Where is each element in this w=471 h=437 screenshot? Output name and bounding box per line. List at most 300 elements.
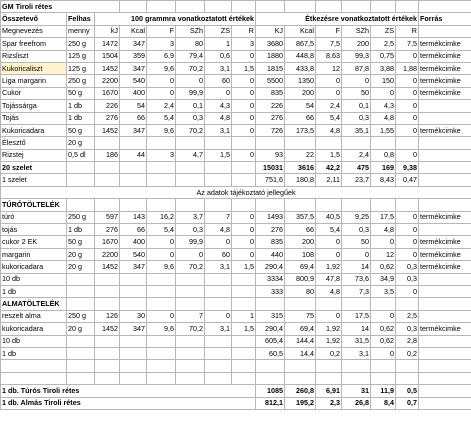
- table-cell[interactable]: 276: [256, 224, 285, 236]
- table-cell[interactable]: 0,3: [176, 224, 205, 236]
- table-cell[interactable]: [67, 360, 95, 372]
- table-cell[interactable]: [205, 285, 232, 297]
- table-cell[interactable]: Kcal: [285, 25, 316, 37]
- table-cell[interactable]: túró: [1, 211, 67, 223]
- table-cell[interactable]: 250 g: [67, 38, 95, 50]
- table-cell[interactable]: 448,8: [285, 50, 316, 62]
- table-cell[interactable]: termékcimke: [419, 87, 471, 99]
- table-cell[interactable]: [316, 137, 342, 149]
- table-cell[interactable]: [232, 199, 256, 211]
- table-cell[interactable]: 200: [285, 236, 316, 248]
- table-cell[interactable]: 0: [396, 149, 419, 161]
- table-cell[interactable]: GM Tiroli rétes: [1, 1, 120, 13]
- table-cell[interactable]: termékcimke: [419, 75, 471, 87]
- table-cell[interactable]: [396, 298, 419, 310]
- table-cell[interactable]: 0: [316, 248, 342, 260]
- table-cell[interactable]: [419, 137, 471, 149]
- table-cell[interactable]: [147, 1, 176, 13]
- table-cell[interactable]: [176, 335, 205, 347]
- table-cell[interactable]: [67, 298, 95, 310]
- table-cell[interactable]: 0: [232, 75, 256, 87]
- table-cell[interactable]: 1 db: [1, 347, 67, 359]
- table-cell[interactable]: 8,43: [371, 174, 396, 186]
- table-cell[interactable]: [396, 199, 419, 211]
- table-cell[interactable]: 11,9: [371, 385, 396, 397]
- table-cell[interactable]: [256, 372, 285, 384]
- table-cell[interactable]: [285, 1, 316, 13]
- table-cell[interactable]: 260,8: [285, 385, 316, 397]
- table-cell[interactable]: Megnevezés: [1, 25, 67, 37]
- table-cell[interactable]: 0: [232, 124, 256, 136]
- table-cell[interactable]: kukoricadara: [1, 323, 67, 335]
- table-cell[interactable]: [205, 372, 232, 384]
- table-cell[interactable]: [232, 273, 256, 285]
- table-cell[interactable]: 20 szelet: [1, 162, 67, 174]
- table-cell[interactable]: 2,4: [342, 149, 371, 161]
- table-cell[interactable]: 180,8: [285, 174, 316, 186]
- table-cell[interactable]: 44: [120, 149, 147, 161]
- table-cell[interactable]: 5,4: [316, 112, 342, 124]
- table-cell[interactable]: 0: [232, 236, 256, 248]
- table-cell[interactable]: 3: [232, 38, 256, 50]
- table-cell[interactable]: 9,6: [147, 261, 176, 273]
- table-cell[interactable]: 226: [95, 100, 120, 112]
- table-cell[interactable]: 0: [371, 87, 396, 99]
- table-cell[interactable]: 1 db: [67, 100, 95, 112]
- table-cell[interactable]: 7: [205, 211, 232, 223]
- table-cell[interactable]: 0: [396, 112, 419, 124]
- table-cell[interactable]: [371, 199, 396, 211]
- table-cell[interactable]: 0: [232, 149, 256, 161]
- table-cell[interactable]: 433,8: [285, 62, 316, 74]
- table-cell[interactable]: 1 db. Almás Tiroli rétes: [1, 397, 256, 409]
- table-cell[interactable]: termékcimke: [419, 236, 471, 248]
- table-cell[interactable]: [147, 298, 176, 310]
- table-cell[interactable]: 597: [95, 211, 120, 223]
- table-cell[interactable]: 31: [342, 385, 371, 397]
- table-cell[interactable]: [342, 137, 371, 149]
- table-cell[interactable]: 69,4: [285, 323, 316, 335]
- table-cell[interactable]: [205, 199, 232, 211]
- table-cell[interactable]: 0: [147, 75, 176, 87]
- table-cell[interactable]: 347: [120, 124, 147, 136]
- table-cell[interactable]: 125 g: [67, 50, 95, 62]
- table-cell[interactable]: [120, 199, 147, 211]
- table-cell[interactable]: 7,5: [396, 38, 419, 50]
- table-cell[interactable]: termékcimke: [419, 323, 471, 335]
- table-cell[interactable]: 726: [256, 124, 285, 136]
- table-cell[interactable]: 1,5: [232, 323, 256, 335]
- table-cell[interactable]: [95, 174, 120, 186]
- table-cell[interactable]: 867,5: [285, 38, 316, 50]
- table-cell[interactable]: 0: [232, 112, 256, 124]
- table-cell[interactable]: 150: [371, 75, 396, 87]
- table-cell[interactable]: 1 db: [1, 285, 67, 297]
- table-cell[interactable]: 2,11: [316, 174, 342, 186]
- table-cell[interactable]: 4,8: [316, 285, 342, 297]
- table-cell[interactable]: [285, 137, 316, 149]
- table-cell[interactable]: [67, 199, 95, 211]
- table-cell[interactable]: [1, 372, 67, 384]
- table-cell[interactable]: [67, 174, 95, 186]
- table-cell[interactable]: [419, 310, 471, 322]
- table-cell[interactable]: 8,63: [316, 50, 342, 62]
- table-cell[interactable]: 290,4: [256, 323, 285, 335]
- table-cell[interactable]: 2,4: [147, 100, 176, 112]
- table-cell[interactable]: reszelt alma: [1, 310, 67, 322]
- table-cell[interactable]: 0,2: [316, 347, 342, 359]
- table-cell[interactable]: [256, 298, 285, 310]
- table-cell[interactable]: [205, 273, 232, 285]
- table-cell[interactable]: cukor 2 EK: [1, 236, 67, 248]
- table-cell[interactable]: 440: [256, 248, 285, 260]
- table-cell[interactable]: 73,6: [342, 273, 371, 285]
- table-cell[interactable]: [176, 1, 205, 13]
- table-cell[interactable]: 99,9: [176, 236, 205, 248]
- table-cell[interactable]: 50: [342, 236, 371, 248]
- table-cell[interactable]: [232, 347, 256, 359]
- table-cell[interactable]: 8,4: [371, 397, 396, 409]
- table-cell[interactable]: Összetevő: [1, 13, 67, 25]
- table-cell[interactable]: [396, 137, 419, 149]
- table-cell[interactable]: [176, 162, 205, 174]
- table-cell[interactable]: 0,5 dl: [67, 149, 95, 161]
- table-cell[interactable]: 540: [120, 248, 147, 260]
- table-cell[interactable]: 50 g: [67, 236, 95, 248]
- table-cell[interactable]: 10 db: [1, 335, 67, 347]
- table-cell[interactable]: [342, 372, 371, 384]
- table-cell[interactable]: 3334: [256, 273, 285, 285]
- table-cell[interactable]: [147, 335, 176, 347]
- table-cell[interactable]: 2200: [95, 248, 120, 260]
- table-cell[interactable]: 0: [232, 248, 256, 260]
- table-cell[interactable]: [342, 199, 371, 211]
- table-cell[interactable]: 3616: [285, 162, 316, 174]
- table-cell[interactable]: [256, 199, 285, 211]
- table-cell[interactable]: margarin: [1, 248, 67, 260]
- table-cell[interactable]: [120, 162, 147, 174]
- table-cell[interactable]: 0: [396, 211, 419, 223]
- table-cell[interactable]: 23,7: [342, 174, 371, 186]
- table-cell[interactable]: 99,9: [176, 87, 205, 99]
- table-cell[interactable]: [205, 137, 232, 149]
- table-cell[interactable]: 0: [232, 224, 256, 236]
- table-cell[interactable]: 1,92: [316, 335, 342, 347]
- table-cell[interactable]: termékcimke: [419, 50, 471, 62]
- table-cell[interactable]: [176, 360, 205, 372]
- table-cell[interactable]: [396, 360, 419, 372]
- table-cell[interactable]: 0: [396, 236, 419, 248]
- table-cell[interactable]: [120, 347, 147, 359]
- table-cell[interactable]: [232, 298, 256, 310]
- table-cell[interactable]: 26,8: [342, 397, 371, 409]
- table-cell[interactable]: termékcimke: [419, 38, 471, 50]
- table-cell[interactable]: 50: [342, 87, 371, 99]
- table-cell[interactable]: Tojássárga: [1, 100, 67, 112]
- table-cell[interactable]: R: [396, 25, 419, 37]
- table-cell[interactable]: 1452: [95, 124, 120, 136]
- table-cell[interactable]: [419, 397, 471, 409]
- table-cell[interactable]: 276: [95, 224, 120, 236]
- table-cell[interactable]: 87,8: [342, 62, 371, 74]
- table-cell[interactable]: termékcimke: [419, 261, 471, 273]
- table-cell[interactable]: 0: [316, 236, 342, 248]
- table-cell[interactable]: [419, 25, 471, 37]
- table-cell[interactable]: 0: [147, 87, 176, 99]
- table-cell[interactable]: ALMATÖLTELÉK: [1, 298, 67, 310]
- table-cell[interactable]: 751,6: [256, 174, 285, 186]
- table-cell[interactable]: 1085: [256, 385, 285, 397]
- table-cell[interactable]: 9,6: [147, 323, 176, 335]
- table-cell[interactable]: 169: [371, 162, 396, 174]
- table-cell[interactable]: 0: [396, 285, 419, 297]
- table-cell[interactable]: 6,9: [147, 50, 176, 62]
- table-cell[interactable]: [205, 298, 232, 310]
- table-cell[interactable]: 70,2: [176, 323, 205, 335]
- table-cell[interactable]: [120, 298, 147, 310]
- table-cell[interactable]: Forrás: [419, 13, 471, 25]
- table-cell[interactable]: 0,8: [371, 149, 396, 161]
- table-cell[interactable]: termékcimke: [419, 211, 471, 223]
- table-cell[interactable]: Kukoricadara: [1, 124, 67, 136]
- table-cell[interactable]: 3: [147, 38, 176, 50]
- table-cell[interactable]: [67, 273, 95, 285]
- table-cell[interactable]: Liga margarin: [1, 75, 67, 87]
- table-cell[interactable]: 0: [371, 236, 396, 248]
- table-cell[interactable]: [371, 298, 396, 310]
- table-cell[interactable]: 1452: [95, 62, 120, 74]
- table-cell[interactable]: 400: [120, 87, 147, 99]
- table-cell[interactable]: 7,3: [342, 285, 371, 297]
- table-cell[interactable]: 0: [396, 100, 419, 112]
- table-cell[interactable]: [256, 137, 285, 149]
- table-cell[interactable]: [285, 360, 316, 372]
- table-cell[interactable]: 3680: [256, 38, 285, 50]
- table-cell[interactable]: 1,5: [232, 261, 256, 273]
- table-cell[interactable]: 0: [396, 224, 419, 236]
- table-cell[interactable]: [205, 162, 232, 174]
- table-cell[interactable]: 3,1: [205, 62, 232, 74]
- table-cell[interactable]: [419, 372, 471, 384]
- table-cell[interactable]: 1,5: [232, 62, 256, 74]
- table-cell[interactable]: 0,5: [396, 385, 419, 397]
- table-cell[interactable]: 50 g: [67, 87, 95, 99]
- table-cell[interactable]: [176, 285, 205, 297]
- table-cell[interactable]: 1,5: [316, 149, 342, 161]
- table-cell[interactable]: 1815: [256, 62, 285, 74]
- table-cell[interactable]: 357,5: [285, 211, 316, 223]
- table-cell[interactable]: 2,3: [316, 397, 342, 409]
- table-cell[interactable]: 0: [205, 236, 232, 248]
- table-cell[interactable]: [232, 1, 256, 13]
- table-cell[interactable]: TÚRÓTÖLTELÉK: [1, 199, 67, 211]
- table-cell[interactable]: [176, 273, 205, 285]
- table-cell[interactable]: [120, 335, 147, 347]
- table-cell[interactable]: 93: [256, 149, 285, 161]
- table-cell[interactable]: [67, 335, 95, 347]
- table-cell[interactable]: [419, 385, 471, 397]
- table-cell[interactable]: [419, 149, 471, 161]
- table-cell[interactable]: Élesztő: [1, 137, 67, 149]
- table-cell[interactable]: 0: [176, 75, 205, 87]
- table-cell[interactable]: 60: [205, 75, 232, 87]
- table-cell[interactable]: [419, 199, 471, 211]
- table-cell[interactable]: [147, 199, 176, 211]
- table-cell[interactable]: 17,5: [371, 211, 396, 223]
- table-cell[interactable]: 60,5: [256, 347, 285, 359]
- table-cell[interactable]: Rizstej: [1, 149, 67, 161]
- table-cell[interactable]: termékcimke: [419, 62, 471, 74]
- table-cell[interactable]: Cukor: [1, 87, 67, 99]
- table-cell[interactable]: menny: [67, 25, 95, 37]
- table-cell[interactable]: 7: [176, 310, 205, 322]
- table-cell[interactable]: [176, 199, 205, 211]
- table-cell[interactable]: 0: [316, 75, 342, 87]
- table-cell[interactable]: 0: [342, 248, 371, 260]
- table-cell[interactable]: [419, 174, 471, 186]
- table-cell[interactable]: 276: [95, 112, 120, 124]
- table-cell[interactable]: 4,8: [205, 112, 232, 124]
- table-cell[interactable]: F: [147, 25, 176, 37]
- table-cell[interactable]: [120, 285, 147, 297]
- table-cell[interactable]: 0: [371, 347, 396, 359]
- table-cell[interactable]: 1350: [285, 75, 316, 87]
- table-cell[interactable]: [147, 360, 176, 372]
- table-cell[interactable]: 1472: [95, 38, 120, 50]
- table-cell[interactable]: [371, 360, 396, 372]
- table-cell[interactable]: [95, 372, 120, 384]
- table-cell[interactable]: 3,88: [371, 62, 396, 74]
- table-cell[interactable]: 1,92: [316, 323, 342, 335]
- table-cell[interactable]: 835: [256, 236, 285, 248]
- table-cell[interactable]: 0: [147, 236, 176, 248]
- table-cell[interactable]: 20 g: [67, 137, 95, 149]
- table-cell[interactable]: 66: [120, 112, 147, 124]
- table-cell[interactable]: 4,7: [176, 149, 205, 161]
- table-cell[interactable]: 0: [396, 248, 419, 260]
- table-cell[interactable]: 0: [232, 50, 256, 62]
- table-cell[interactable]: 1452: [95, 323, 120, 335]
- table-cell[interactable]: [419, 112, 471, 124]
- table-cell[interactable]: [232, 137, 256, 149]
- table-cell[interactable]: 10 db: [1, 273, 67, 285]
- table-cell[interactable]: 80: [176, 38, 205, 50]
- table-cell[interactable]: 800,9: [285, 273, 316, 285]
- table-cell[interactable]: 143: [120, 211, 147, 223]
- table-cell[interactable]: 1 szelet: [1, 174, 67, 186]
- table-cell[interactable]: 4,8: [316, 124, 342, 136]
- table-cell[interactable]: [419, 162, 471, 174]
- table-cell[interactable]: Az adatok tájékoztató jellegűek: [1, 186, 471, 198]
- table-cell[interactable]: 250 g: [67, 211, 95, 223]
- table-cell[interactable]: [176, 372, 205, 384]
- table-cell[interactable]: 1670: [95, 236, 120, 248]
- table-cell[interactable]: [205, 174, 232, 186]
- table-cell[interactable]: 250 g: [67, 75, 95, 87]
- table-cell[interactable]: [147, 372, 176, 384]
- table-cell[interactable]: [419, 298, 471, 310]
- table-cell[interactable]: [95, 137, 120, 149]
- table-cell[interactable]: [176, 298, 205, 310]
- table-cell[interactable]: 9,6: [147, 124, 176, 136]
- table-cell[interactable]: 540: [120, 75, 147, 87]
- table-cell[interactable]: 31,5: [342, 335, 371, 347]
- table-cell[interactable]: SZh: [176, 25, 205, 37]
- table-cell[interactable]: 12: [316, 62, 342, 74]
- table-cell[interactable]: [95, 335, 120, 347]
- table-cell[interactable]: 359: [120, 50, 147, 62]
- table-cell[interactable]: 20 g: [67, 248, 95, 260]
- table-cell[interactable]: [147, 347, 176, 359]
- table-cell[interactable]: 1,92: [316, 261, 342, 273]
- table-cell[interactable]: [147, 174, 176, 186]
- table-cell[interactable]: [256, 360, 285, 372]
- table-cell[interactable]: 4,8: [371, 224, 396, 236]
- table-cell[interactable]: 475: [342, 162, 371, 174]
- table-cell[interactable]: [95, 285, 120, 297]
- table-cell[interactable]: [419, 224, 471, 236]
- table-cell[interactable]: [95, 298, 120, 310]
- table-cell[interactable]: 47,8: [316, 273, 342, 285]
- table-cell[interactable]: 126: [95, 310, 120, 322]
- table-cell[interactable]: [419, 285, 471, 297]
- table-cell[interactable]: 4,3: [371, 100, 396, 112]
- table-cell[interactable]: 0: [232, 211, 256, 223]
- table-cell[interactable]: 3,5: [371, 285, 396, 297]
- table-cell[interactable]: 200: [285, 87, 316, 99]
- table-cell[interactable]: [232, 360, 256, 372]
- table-cell[interactable]: [95, 360, 120, 372]
- table-cell[interactable]: 0: [396, 50, 419, 62]
- table-cell[interactable]: [120, 174, 147, 186]
- table-cell[interactable]: 0,1: [176, 100, 205, 112]
- table-cell[interactable]: 30: [120, 310, 147, 322]
- table-cell[interactable]: 4,8: [205, 224, 232, 236]
- table-cell[interactable]: [371, 137, 396, 149]
- table-cell[interactable]: 315: [256, 310, 285, 322]
- table-cell[interactable]: 54: [285, 100, 316, 112]
- table-cell[interactable]: [67, 285, 95, 297]
- table-cell[interactable]: 1452: [95, 261, 120, 273]
- table-cell[interactable]: 835: [256, 87, 285, 99]
- table-cell[interactable]: 4,8: [371, 112, 396, 124]
- table-cell[interactable]: 6,91: [316, 385, 342, 397]
- table-cell[interactable]: [316, 199, 342, 211]
- table-cell[interactable]: 226: [256, 100, 285, 112]
- table-cell[interactable]: 5500: [256, 75, 285, 87]
- table-cell[interactable]: 9,38: [396, 162, 419, 174]
- table-cell[interactable]: [120, 137, 147, 149]
- table-cell[interactable]: [205, 360, 232, 372]
- table-cell[interactable]: 0: [232, 87, 256, 99]
- table-cell[interactable]: [285, 372, 316, 384]
- table-cell[interactable]: 0: [316, 87, 342, 99]
- table-cell[interactable]: 0: [396, 75, 419, 87]
- table-cell[interactable]: [371, 1, 396, 13]
- table-cell[interactable]: tojás: [1, 224, 67, 236]
- table-cell[interactable]: 0: [205, 310, 232, 322]
- table-cell[interactable]: [95, 162, 120, 174]
- table-cell[interactable]: [95, 273, 120, 285]
- table-cell[interactable]: 0,3: [396, 261, 419, 273]
- table-cell[interactable]: [316, 372, 342, 384]
- table-cell[interactable]: [419, 273, 471, 285]
- table-cell[interactable]: termékcimke: [419, 248, 471, 260]
- table-cell[interactable]: 42,2: [316, 162, 342, 174]
- table-cell[interactable]: 1670: [95, 87, 120, 99]
- table-cell[interactable]: 14: [342, 323, 371, 335]
- table-cell[interactable]: 347: [120, 323, 147, 335]
